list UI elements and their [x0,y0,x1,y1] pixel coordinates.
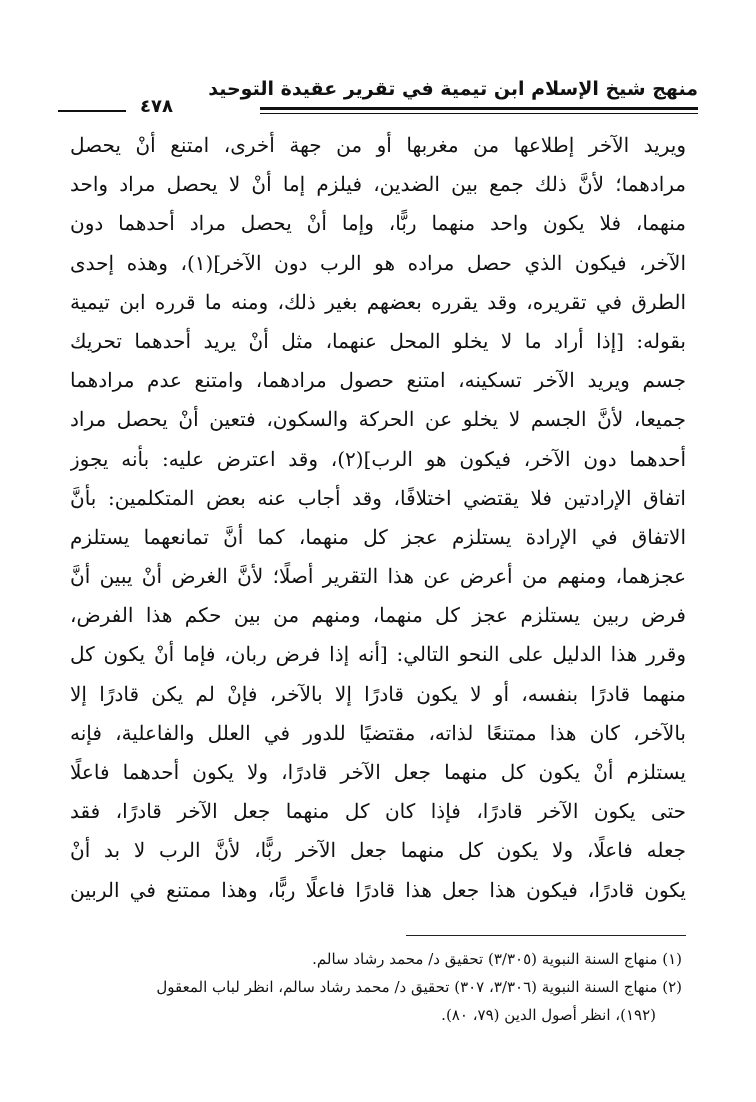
body-text [70,126,686,910]
text-line: الطرق في تقريره، وقد يقرره بعضهم بغير ذلك، ومنه ما قرره ابن تيمية [70,289,686,314]
header-rule-thin [260,113,698,114]
text-line: الاتفاق في الإرادة يستلزم عجز كل منهما، كما أنَّ تمانعهما يستلزم [70,524,686,549]
page-number: ٤٧٨ [140,96,173,117]
text-line: ويريد الآخر إطلاعها من مغربها أو من جهة أخرى، امتنع أنْ يحصل [70,133,686,157]
text-line: جميعا، لأنَّ الجسم لا يخلو عن الحركة والسكون، فتعين أنْ يحصل مراد [70,407,686,432]
text-line: مرادهما؛ لأنَّ ذلك جمع بين الضدين، فيلزم إما أنْ لا يحصل مراد واحد [70,172,686,197]
text-line: بالآخر، كان هذا ممتنعًا لذاته، مقتضيًا للدور في العلل والفاعلية، فإنه [70,720,686,745]
footnote-separator [406,935,686,936]
page-number-rule [58,110,126,112]
text-line: بقوله: [إذا أراد ما لا يخلو المحل عنهما، مثل أنْ يريد أحدهما تحريك [70,328,686,353]
footnotes [70,945,682,1029]
text-line: أحدهما دون الآخر، فيكون هو الرب](٢)، وقد اعترض عليه: بأنه يجوز [70,446,686,471]
text-line: منهما، فلا يكون واحد منهما ربًّا، وإما أنْ يحصل مراد أحدهما دون [70,211,686,236]
page-header [58,72,698,117]
text-line: منهما قادرًا بنفسه، أو لا يكون قادرًا إلا بالآخر، فإنْ لم يكن قادرًا إلا [70,681,686,706]
running-title: منهج شيخ الإسلام ابن تيمية في تقرير عقيدة التوحيد [208,78,698,100]
text-line: يستلزم أنْ يكون كل منهما جعل الآخر قادرًا، ولا يكون أحدهما فاعلًا [70,760,686,784]
footnote-2: (٢) منهاج السنة النبوية (٣/٣٠٦، ٣٠٧) تحقيق د/ محمد رشاد سالم، انظر لباب المعقول [156,978,682,996]
footnote-2-continuation: (١٩٢)، انظر أصول الدين (٧٩، ٨٠). [441,1006,656,1024]
text-line: الآخر، فيكون الذي حصل مراده هو الرب دون الآخر](١)، وهذه إحدى [70,250,686,275]
text-line: جعله فاعلًا، ولا يكون كل منهما جعل الآخر ربًّا، لأنَّ الرب لا بد أنْ [70,838,686,863]
footnote-1: (١) منهاج السنة النبوية (٣/٣٠٥) تحقيق د/ محمد رشاد سالم. [312,950,682,968]
text-line: حتى يكون الآخر قادرًا، فإذا كان كل منهما جعل الآخر قادرًا، فقد [70,799,686,824]
text-line: فرض ربين يستلزم عجز كل منهما، ومنهم من بين حكم هذا الفرض، [70,603,686,628]
header-rule-thick [260,107,698,110]
text-line: يكون قادرًا، فيكون هذا جعل هذا قادرًا فاعلًا ربًّا، وهذا ممتنع في الربين [70,877,686,902]
text-line: عجزهما، ومنهم من أعرض عن هذا التقرير أصلًا؛ لأنَّ الغرض أنْ يبين أنَّ [70,564,686,589]
text-line: اتفاق الإرادتين فلا يقتضي اختلافًا، وقد أجاب عنه بعض المتكلمين: بأنَّ [70,485,686,510]
text-line: وقرر هذا الدليل على النحو التالي: [أنه إذا فرض ربان، فإما أنْ يكون كل [70,642,686,667]
text-line: جسم ويريد الآخر تسكينه، امتنع حصول مرادهما، وامتنع عدم مرادهما [70,368,686,393]
